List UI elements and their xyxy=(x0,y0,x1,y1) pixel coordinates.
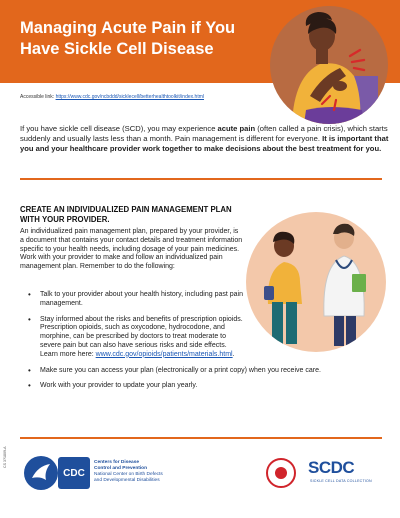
intro-text-2: (often called a pain crisis), which starts suddenly and usually lasts less than a month. Pain management is different for everyone. xyxy=(20,124,388,144)
accessible-link-line xyxy=(20,94,204,100)
divider-top xyxy=(20,178,382,180)
intro-emphasis-1: acute pain xyxy=(217,124,256,133)
list-item: • Talk to your provider about your health history, including past pain management. xyxy=(28,291,246,309)
document-code: CS 3?1809-A xyxy=(3,446,7,468)
accessible-link-label: Accessible link: xyxy=(20,94,55,100)
intro-text-1: If you have sickle cell disease (SCD), you may experience xyxy=(20,124,218,133)
list-item: • Work with your provider to update your plan yearly. xyxy=(28,382,388,391)
cdc-org-name: Centers for Disease Control and Prevention National Center on Birth Defects and Developmental Disabilities xyxy=(94,460,163,483)
divider-bottom xyxy=(20,437,382,439)
page-title: Managing Acute Pain if You Have Sickle Cell Disease xyxy=(20,19,236,58)
scdc-subtitle: SICKLE CELL DATA COLLECTION xyxy=(310,479,372,483)
list-item: • Stay informed about the risks and benefits of prescription opioids. Prescription opioids, such as oxycodone, hydrocodone, and morphine, can be prescribed by doctors to treat moderate to severe pain but can also have serious risks and side effects. Learn more here: www.cdc.gov/opioids/patients/materials.html. xyxy=(28,316,246,360)
section-heading: CREATE AN INDIVIDUALIZED PAIN MANAGEMENT PLAN WITH YOUR PROVIDER. xyxy=(20,205,232,224)
hhs-eagle-logo xyxy=(24,456,58,490)
cdc-logo: CDC xyxy=(58,457,90,489)
section-body: An individualized pain management plan, prepared by your provider, is a document that contains your contact details and treatment information specific to your health needs, including dosage of your pain medicines. Work with your provider to make and follow an individualized pain management plan. Remember to do the following: xyxy=(20,228,243,271)
woman-in-pain-illustration xyxy=(270,6,388,124)
footer xyxy=(0,448,400,518)
accessible-link[interactable]: https://www.cdc.gov/ncbddd/sicklecell/betterhealthtoolkit/index.html xyxy=(55,94,204,100)
list-item: • Make sure you can access your plan (electronically or a print copy) when you receive care. xyxy=(28,367,328,376)
action-list xyxy=(28,291,388,398)
intro-paragraph xyxy=(20,124,392,155)
intro-emphasis-2: It is important that you and your healthcare provider work together to make decisions about the best treatment for you. xyxy=(20,134,389,154)
scdc-logo: SCDC xyxy=(308,458,355,477)
opioids-materials-link[interactable]: www.cdc.gov/opioids/patients/materials.html xyxy=(95,350,233,358)
asbh-seal xyxy=(266,458,296,488)
